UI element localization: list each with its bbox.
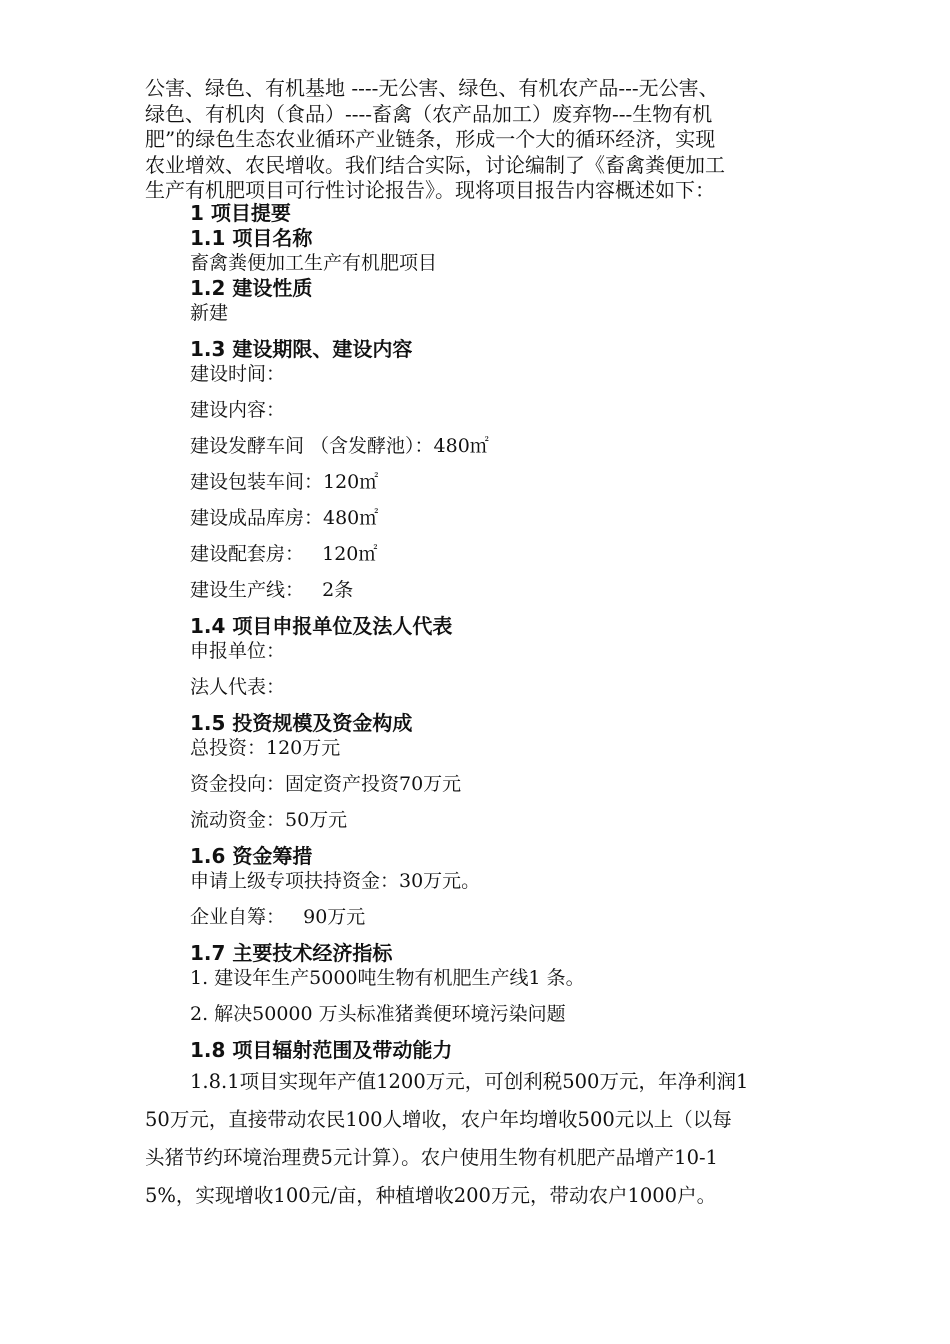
indicator-item: 1. 建设年生产5000吨生物有机肥生产线1 条。 bbox=[190, 967, 585, 989]
investment-item: 流动资金：50万元 bbox=[190, 809, 348, 831]
heading-1-4: 1.4 项目申报单位及法人代表 bbox=[190, 614, 453, 638]
construction-item: 建设时间： bbox=[190, 363, 286, 385]
investment-item: 资金投向：固定资产投资70万元 bbox=[190, 773, 462, 795]
construction-item: 建设内容： bbox=[190, 399, 286, 421]
construction-item: 建设生产线： 2条 bbox=[190, 579, 354, 601]
heading-1-3: 1.3 建设期限、建设内容 bbox=[190, 337, 413, 361]
construction-item: 建设成品库房：480㎡ bbox=[190, 507, 379, 529]
impact-line: 5%，实现增收100元/亩，种植增收200万元，带动农户1000户。 bbox=[145, 1184, 717, 1207]
impact-line: 50万元，直接带动农民100人增收，农户年均增收500元以上（以每 bbox=[145, 1108, 732, 1131]
construction-item: 建设配套房： 120㎡ bbox=[190, 543, 378, 565]
heading-1-2: 1.2 建设性质 bbox=[190, 276, 313, 300]
impact-line: 1.8.1项目实现年产值1200万元，可创利税500万元，年净利润1 bbox=[190, 1070, 749, 1093]
impact-paragraph bbox=[145, 1063, 815, 1215]
heading-1-5: 1.5 投资规模及资金构成 bbox=[190, 711, 413, 735]
intro-line: 公害、绿色、有机基地 ----无公害、绿色、有机农产品---无公害、 bbox=[145, 76, 719, 100]
intro-line: 肥”的绿色生态农业循环产业链条，形成一个大的循环经济，实现 bbox=[145, 127, 716, 151]
indicator-item: 2. 解决50000 万头标准猪粪便环境污染问题 bbox=[190, 1003, 566, 1025]
heading-1: 1 项目提要 bbox=[190, 201, 291, 225]
intro-line: 农业增效、农民增收。我们结合实际，讨论编制了《畜禽粪便加工 bbox=[145, 152, 725, 177]
heading-1-1: 1.1 项目名称 bbox=[190, 226, 313, 250]
intro-line: 绿色、有机肉（食品）----畜禽（农产品加工）废弃物---生物有机 bbox=[145, 101, 713, 126]
applicant-item: 法人代表： bbox=[190, 676, 286, 698]
heading-1-7: 1.7 主要技术经济指标 bbox=[190, 941, 393, 965]
impact-line: 头猪节约环境治理费5元计算）。农户使用生物有机肥产品增产10-1 bbox=[145, 1146, 718, 1169]
intro-line: 生产有机肥项目可行性讨论报告》。现将项目报告内容概述如下： bbox=[145, 178, 715, 202]
intro-paragraph bbox=[145, 76, 815, 204]
applicant-item: 申报单位： bbox=[190, 640, 286, 662]
project-name-text: 畜禽粪便加工生产有机肥项目 bbox=[190, 252, 438, 274]
heading-1-8: 1.8 项目辐射范围及带动能力 bbox=[190, 1038, 453, 1062]
heading-1-6: 1.6 资金筹措 bbox=[190, 844, 313, 868]
construction-item: 建设发酵车间 （含发酵池）：480㎡ bbox=[190, 435, 489, 457]
investment-item: 总投资：120万元 bbox=[190, 737, 341, 759]
construction-item: 建设包装车间：120㎡ bbox=[190, 471, 379, 493]
construction-nature-text: 新建 bbox=[190, 302, 229, 324]
funding-item: 企业自筹： 90万元 bbox=[190, 906, 366, 928]
funding-item: 申请上级专项扶持资金：30万元。 bbox=[190, 870, 481, 892]
